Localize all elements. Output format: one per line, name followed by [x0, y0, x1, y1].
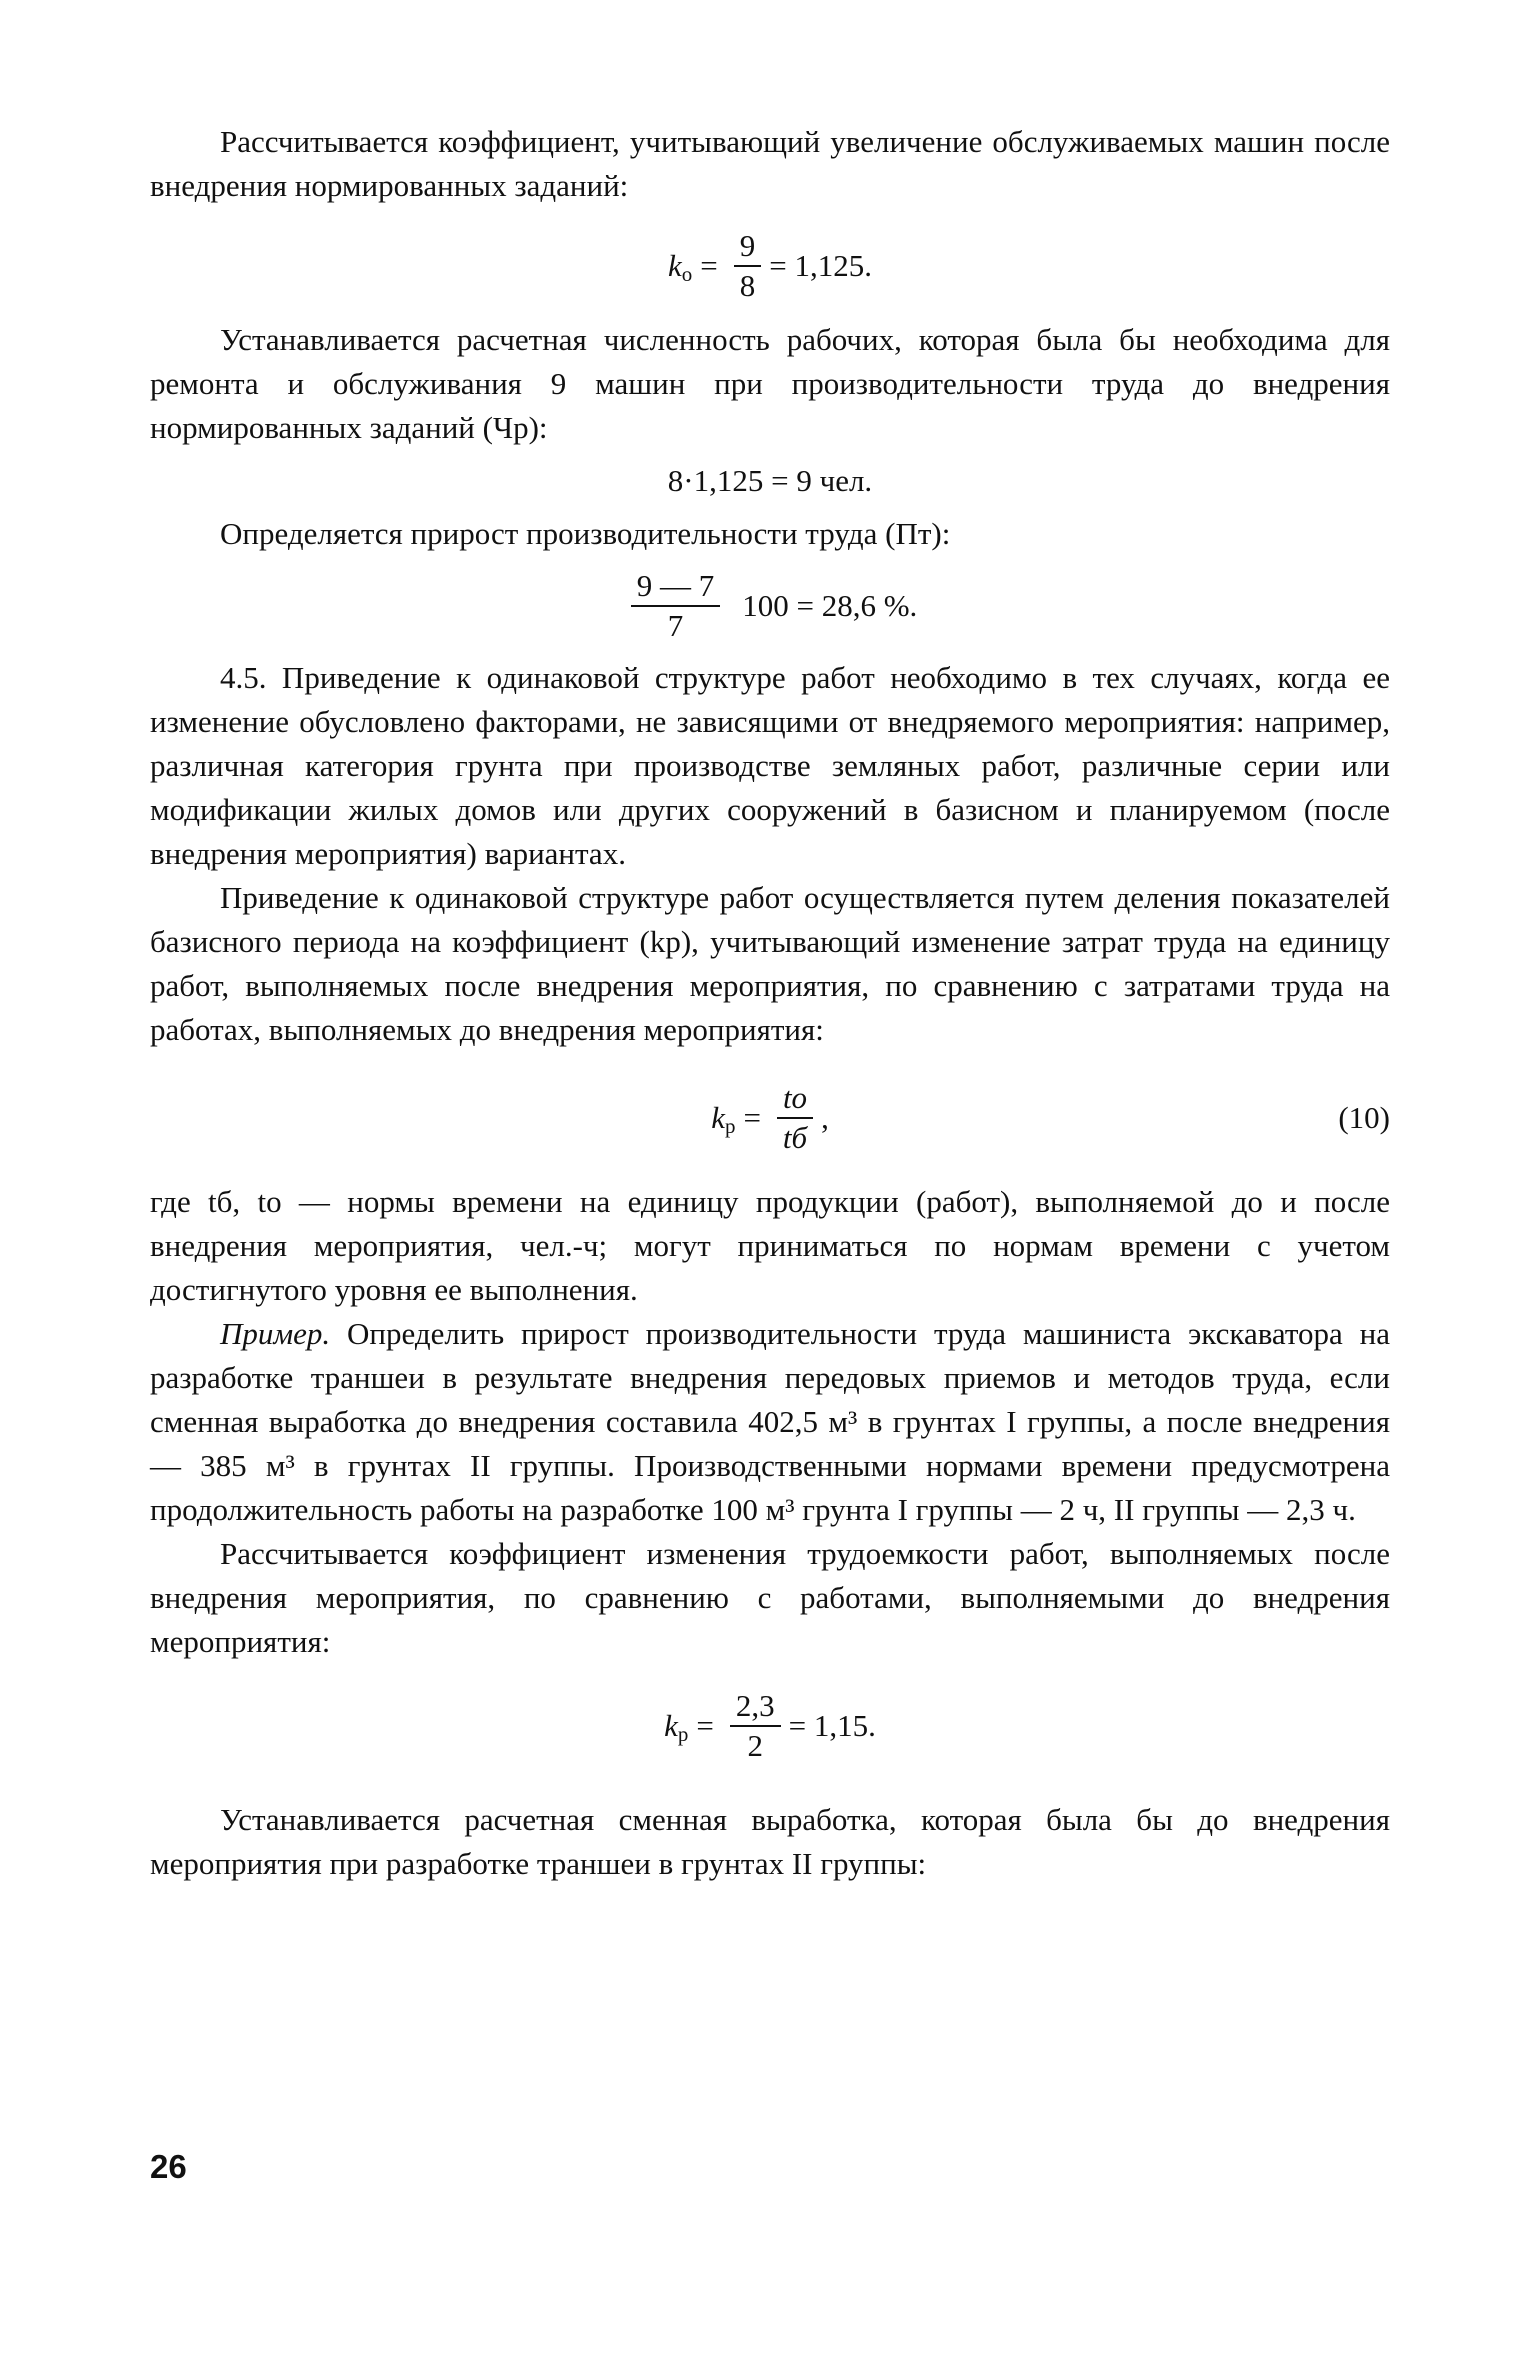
paragraph-coefficient-intro: Рассчитывается коэффициент, учитывающий увеличение обслуживаемых машин после внедрения нормированных заданий: [150, 124, 1390, 203]
formula-kp-fraction [777, 1081, 813, 1155]
formula-ko-numerator: 9 [734, 229, 762, 267]
document-page [150, 120, 1390, 2320]
formula-workers-text: 8·1,125 = 9 чел. [667, 463, 873, 498]
paragraph-structure-reduction: Приведение к одинаковой структуре работ осуществляется путем деления показателей базисного периода на коэффициент (kр), учитывающий изменение затрат труда на единицу работ, выполняемых после внедрения мероприятия, по сравнению с затратами труда на работах, выполняемых до внедрения мероприятия: [150, 880, 1390, 1047]
formula-kp2-lhs-sub: р [677, 1721, 689, 1746]
formula-kp-10 [150, 1062, 1390, 1174]
formula-ko-lhs-sub: o [681, 261, 693, 286]
formula-pt-fraction [631, 569, 721, 643]
formula-workers [150, 450, 1390, 512]
formula-kp2-denominator: 2 [747, 1728, 763, 1763]
formula-ko-eq: = [700, 248, 718, 283]
formula-ko-lhs: k [668, 248, 682, 283]
example-label: Пример. [220, 1316, 331, 1351]
formula-kp-lhs: k [711, 1100, 725, 1135]
paragraph-productivity-growth: Определяется прирост производительности труда (Пт): [220, 516, 951, 551]
formula-kp2-fraction [730, 1689, 781, 1763]
example-text: Определить прирост производительности труда машиниста экскаватора на разработке траншеи в результате внедрения передовых приемов и методов труда, если сменная выработка до внедрения составила 402,5 м³ в грунтах I группы, а после внедрения — 385 м³ в грунтах II группы. Производственными нормами времени предусмотрена продолжительность работы на разработке 100 м³ грунта I группы — 2 ч, II группы — 2,3 ч. [150, 1316, 1390, 1527]
formula-ko-result: = 1,125. [769, 248, 872, 283]
paragraph-section-4-5: 4.5. Приведение к одинаковой структуре работ необходимо в тех случаях, когда ее изменение обусловлено факторами, не зависящими от внедряемого мероприятия: например, различная категория грунта при производстве земляных работ, различные серии или модификации жилых домов или других сооружений в базисном и планируемом (после внедрения мероприятия) вариантах. [150, 660, 1390, 871]
formula-kp-denominator: tб [782, 1120, 808, 1155]
formula-kp-value [150, 1672, 1390, 1780]
formula-kp2-numerator: 2,3 [730, 1689, 781, 1727]
paragraph-where-definitions: где tб, tо — нормы времени на единицу продукции (работ), выполняемой до и после внедрения мероприятия, чел.-ч; могут приниматься по нормам времени с учетом достигнутого уровня ее выполнения. [150, 1184, 1390, 1307]
formula-productivity [150, 556, 1390, 656]
formula-kp2-lhs: k [664, 1708, 678, 1743]
paragraph-shift-output: Устанавливается расчетная сменная выработка, которая была бы до внедрения мероприятия при разработке траншеи в грунтах II группы: [150, 1802, 1390, 1881]
equation-number: (10) [1338, 1100, 1390, 1135]
page-number: 26 [150, 2148, 187, 2185]
paragraph-example [150, 1312, 1390, 1532]
formula-ko [150, 214, 1390, 318]
formula-pt-numerator: 9 — 7 [631, 569, 721, 607]
formula-kp-eq: = [743, 1100, 761, 1135]
formula-ko-denominator: 8 [739, 268, 756, 303]
formula-ko-fraction [734, 229, 762, 303]
formula-kp-numerator: tо [777, 1081, 813, 1119]
formula-pt-denominator: 7 [667, 608, 684, 643]
formula-pt-result: 100 = 28,6 %. [742, 588, 918, 623]
formula-kp2-result: = 1,15. [788, 1708, 876, 1743]
formula-kp-lhs-sub: р [724, 1113, 736, 1138]
formula-kp-tail: , [821, 1100, 829, 1135]
paragraph-labor-coefficient: Рассчитывается коэффициент изменения трудоемкости работ, выполняемых после внедрения мероприятия, по сравнению с работами, выполняемыми до внедрения мероприятия: [150, 1536, 1390, 1659]
paragraph-workers-count: Устанавливается расчетная численность рабочих, которая была бы необходима для ремонта и обслуживания 9 машин при производительности труда до внедрения нормированных заданий (Чр): [150, 322, 1390, 445]
formula-kp2-eq: = [696, 1708, 714, 1743]
